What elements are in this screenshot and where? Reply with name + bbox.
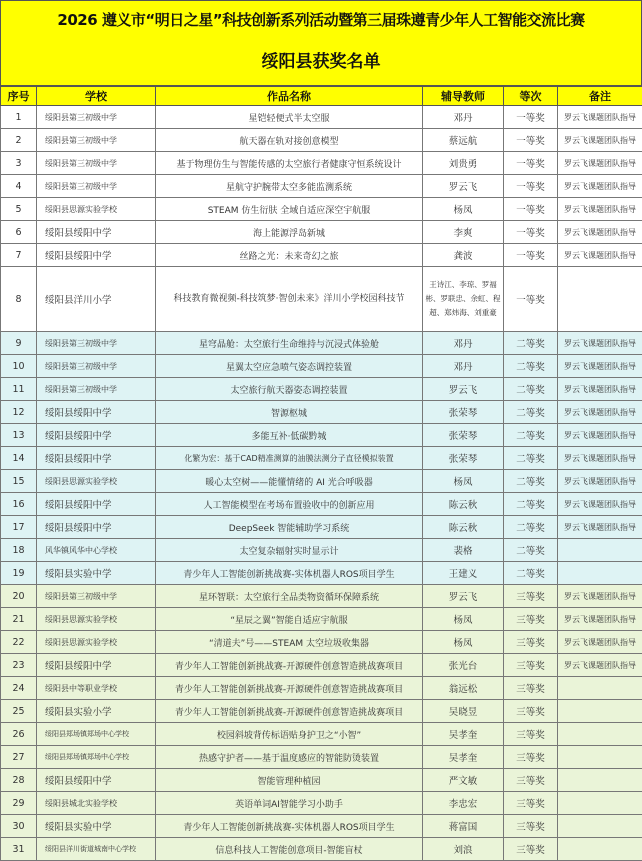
- table-row: [1, 129, 642, 152]
- rank-cell: 三等奖: [504, 631, 558, 654]
- document-header: [0, 0, 642, 86]
- document-subtitle: 绥阳县获奖名单: [1, 47, 641, 72]
- note-cell: [558, 815, 642, 838]
- school-cell: 绥阳县第三初级中学: [37, 106, 156, 129]
- teacher-cell: 刘浪: [423, 838, 504, 861]
- rank-cell: 一等奖: [504, 106, 558, 129]
- school-cell: 绥阳县绥阳中学: [37, 493, 156, 516]
- school-cell: 绥阳县郑场镇郑场中心学校: [37, 723, 156, 746]
- teacher-cell: 张荣琴: [423, 424, 504, 447]
- work-name-cell: 星翼太空应急喷气姿态调控装置: [156, 355, 423, 378]
- school-cell: 绥阳县洋川街道城南中心学校: [37, 838, 156, 861]
- work-name-cell: 青少年人工智能创新挑战赛-开源硬件创意智造挑战赛项目: [156, 677, 423, 700]
- row-number: 5: [1, 198, 37, 221]
- table-row: [1, 769, 642, 792]
- table-row: [1, 332, 642, 355]
- table-row: [1, 152, 642, 175]
- school-cell: 绥阳县第三初级中学: [37, 378, 156, 401]
- school-cell: 绥阳县第三初级中学: [37, 332, 156, 355]
- rank-cell: 二等奖: [504, 355, 558, 378]
- teacher-cell: 李爽: [423, 221, 504, 244]
- rank-cell: 三等奖: [504, 769, 558, 792]
- school-cell: 绥阳县绥阳中学: [37, 401, 156, 424]
- work-name-cell: 热感守护者——基于温度感应的智能防烫装置: [156, 746, 423, 769]
- school-cell: 绥阳县绥阳中学: [37, 516, 156, 539]
- row-number: 12: [1, 401, 37, 424]
- school-cell: 绥阳县第三初级中学: [37, 175, 156, 198]
- row-number: 21: [1, 608, 37, 631]
- rank-cell: 三等奖: [504, 838, 558, 861]
- table-row: [1, 244, 642, 267]
- rank-cell: 二等奖: [504, 470, 558, 493]
- work-name-cell: STEAM 仿生衍肤 全域自适应深空宇航服: [156, 198, 423, 221]
- row-number: 30: [1, 815, 37, 838]
- table-row: [1, 378, 642, 401]
- work-name-cell: “清道夫”号——STEAM 太空垃圾收集器: [156, 631, 423, 654]
- teacher-cell: 刘贵勇: [423, 152, 504, 175]
- note-cell: 罗云飞课题团队指导: [558, 221, 642, 244]
- table-body: [1, 106, 642, 861]
- school-cell: 绥阳县第三初级中学: [37, 585, 156, 608]
- rank-cell: 三等奖: [504, 815, 558, 838]
- rank-cell: 一等奖: [504, 244, 558, 267]
- row-number: 28: [1, 769, 37, 792]
- row-number: 31: [1, 838, 37, 861]
- school-cell: 绥阳县郑场镇郑场中心学校: [37, 746, 156, 769]
- teacher-cell: 陈云秋: [423, 493, 504, 516]
- row-number: 20: [1, 585, 37, 608]
- column-header-work: 作品名称: [156, 87, 423, 106]
- rank-cell: 二等奖: [504, 424, 558, 447]
- table-row: [1, 516, 642, 539]
- teacher-cell: 吴晓昱: [423, 700, 504, 723]
- work-name-cell: 基于物理仿生与智能传感的太空旅行者健康守恒系统设计: [156, 152, 423, 175]
- school-cell: 绥阳县思源实验学校: [37, 608, 156, 631]
- table-row: [1, 608, 642, 631]
- work-name-cell: 星铠轻便式半太空服: [156, 106, 423, 129]
- table-row: [1, 815, 642, 838]
- row-number: 26: [1, 723, 37, 746]
- school-cell: 绥阳县中等职业学校: [37, 677, 156, 700]
- row-number: 11: [1, 378, 37, 401]
- row-number: 25: [1, 700, 37, 723]
- row-number: 24: [1, 677, 37, 700]
- note-cell: [558, 562, 642, 585]
- table-row: [1, 838, 642, 861]
- note-cell: 罗云飞课题团队指导: [558, 152, 642, 175]
- table-row: [1, 198, 642, 221]
- table-row: [1, 493, 642, 516]
- note-cell: 罗云飞课题团队指导: [558, 585, 642, 608]
- teacher-cell: 张荣琴: [423, 447, 504, 470]
- note-cell: [558, 792, 642, 815]
- teacher-cell: 翁远松: [423, 677, 504, 700]
- row-number: 1: [1, 106, 37, 129]
- row-number: 23: [1, 654, 37, 677]
- school-cell: 绥阳县洋川小学: [37, 267, 156, 332]
- rank-cell: 一等奖: [504, 198, 558, 221]
- teacher-cell: 罗云飞: [423, 175, 504, 198]
- school-cell: 绥阳县绥阳中学: [37, 769, 156, 792]
- note-cell: 罗云飞课题团队指导: [558, 332, 642, 355]
- row-number: 9: [1, 332, 37, 355]
- note-cell: 罗云飞课题团队指导: [558, 424, 642, 447]
- row-number: 13: [1, 424, 37, 447]
- note-cell: [558, 838, 642, 861]
- rank-cell: 三等奖: [504, 608, 558, 631]
- work-name-cell: 航天器在轨对接创意模型: [156, 129, 423, 152]
- row-number: 3: [1, 152, 37, 175]
- table-row: [1, 106, 642, 129]
- table-row: [1, 221, 642, 244]
- rank-cell: 二等奖: [504, 539, 558, 562]
- school-cell: 绥阳县实验小学: [37, 700, 156, 723]
- row-number: 14: [1, 447, 37, 470]
- table-row: [1, 539, 642, 562]
- teacher-cell: 杨凤: [423, 198, 504, 221]
- school-cell: 绥阳县思源实验学校: [37, 631, 156, 654]
- rank-cell: 一等奖: [504, 175, 558, 198]
- note-cell: 罗云飞课题团队指导: [558, 175, 642, 198]
- teacher-cell: 邓丹: [423, 106, 504, 129]
- work-name-cell: “星辰之翼”智能自适应宇航服: [156, 608, 423, 631]
- table-row: [1, 175, 642, 198]
- teacher-cell: 李忠宏: [423, 792, 504, 815]
- row-number: 6: [1, 221, 37, 244]
- teacher-cell: 杨凤: [423, 470, 504, 493]
- note-cell: 罗云飞课题团队指导: [558, 378, 642, 401]
- teacher-cell: 王诗江、李琼、罗福彬、罗联忠、余虹、程超、郑炜海、刘重豪: [423, 267, 504, 332]
- teacher-cell: 张荣琴: [423, 401, 504, 424]
- row-number: 2: [1, 129, 37, 152]
- table-row: [1, 401, 642, 424]
- work-name-cell: 校园斜坡背传标语贴身护卫之“小智”: [156, 723, 423, 746]
- teacher-cell: 张光台: [423, 654, 504, 677]
- work-name-cell: 暖心太空树——能懂情绪的 AI 光合呼吸器: [156, 470, 423, 493]
- rank-cell: 三等奖: [504, 746, 558, 769]
- teacher-cell: 裴格: [423, 539, 504, 562]
- rank-cell: 三等奖: [504, 723, 558, 746]
- teacher-cell: 杨凤: [423, 631, 504, 654]
- note-cell: 罗云飞课题团队指导: [558, 608, 642, 631]
- rank-cell: 二等奖: [504, 516, 558, 539]
- school-cell: 绥阳县绥阳中学: [37, 447, 156, 470]
- rank-cell: 二等奖: [504, 447, 558, 470]
- rank-cell: 一等奖: [504, 152, 558, 175]
- teacher-cell: 罗云飞: [423, 378, 504, 401]
- rank-cell: 二等奖: [504, 493, 558, 516]
- award-table: [0, 86, 642, 861]
- table-row: [1, 746, 642, 769]
- school-cell: 绥阳县思源实验学校: [37, 470, 156, 493]
- work-name-cell: 英语单词AI智能学习小助手: [156, 792, 423, 815]
- row-number: 18: [1, 539, 37, 562]
- note-cell: [558, 723, 642, 746]
- note-cell: 罗云飞课题团队指导: [558, 470, 642, 493]
- note-cell: 罗云飞课题团队指导: [558, 355, 642, 378]
- row-number: 7: [1, 244, 37, 267]
- note-cell: [558, 769, 642, 792]
- table-row: [1, 355, 642, 378]
- table-row: [1, 424, 642, 447]
- table-row: [1, 677, 642, 700]
- note-cell: 罗云飞课题团队指导: [558, 654, 642, 677]
- note-cell: 罗云飞课题团队指导: [558, 106, 642, 129]
- work-name-cell: 太空复杂辐射实时显示计: [156, 539, 423, 562]
- work-name-cell: 青少年人工智能创新挑战赛-实体机器人ROS项目学生: [156, 562, 423, 585]
- work-name-cell: 海上能源浮岛新城: [156, 221, 423, 244]
- note-cell: 罗云飞课题团队指导: [558, 516, 642, 539]
- table-row: [1, 585, 642, 608]
- rank-cell: 二等奖: [504, 562, 558, 585]
- school-cell: 绥阳县第三初级中学: [37, 129, 156, 152]
- rank-cell: 一等奖: [504, 267, 558, 332]
- table-row: [1, 792, 642, 815]
- note-cell: 罗云飞课题团队指导: [558, 631, 642, 654]
- row-number: 19: [1, 562, 37, 585]
- note-cell: 罗云飞课题团队指导: [558, 198, 642, 221]
- school-cell: 绥阳县绥阳中学: [37, 654, 156, 677]
- table-row: [1, 447, 642, 470]
- rank-cell: 三等奖: [504, 792, 558, 815]
- table-row: [1, 562, 642, 585]
- rank-cell: 一等奖: [504, 129, 558, 152]
- table-row: [1, 654, 642, 677]
- note-cell: [558, 677, 642, 700]
- note-cell: 罗云飞课题团队指导: [558, 401, 642, 424]
- work-name-cell: 青少年人工智能创新挑战赛-开源硬件创意智造挑战赛项目: [156, 700, 423, 723]
- column-header-note: 备注: [558, 87, 642, 106]
- school-cell: 风华镇风华中心学校: [37, 539, 156, 562]
- work-name-cell: 星环智联：太空旅行全品类物资循环保障系统: [156, 585, 423, 608]
- teacher-cell: 陈云秋: [423, 516, 504, 539]
- teacher-cell: 蔡远航: [423, 129, 504, 152]
- note-cell: 罗云飞课题团队指导: [558, 129, 642, 152]
- column-header-teacher: 辅导教师: [423, 87, 504, 106]
- row-number: 16: [1, 493, 37, 516]
- school-cell: 绥阳县实验中学: [37, 562, 156, 585]
- table-row: [1, 723, 642, 746]
- table-row: [1, 470, 642, 493]
- note-cell: [558, 267, 642, 332]
- teacher-cell: 严文敏: [423, 769, 504, 792]
- note-cell: 罗云飞课题团队指导: [558, 493, 642, 516]
- teacher-cell: 吴孝奎: [423, 746, 504, 769]
- table-row: [1, 700, 642, 723]
- rank-cell: 一等奖: [504, 221, 558, 244]
- rank-cell: 二等奖: [504, 401, 558, 424]
- teacher-cell: 吴孝奎: [423, 723, 504, 746]
- table-row: [1, 267, 642, 332]
- work-name-cell: 太空旅行航天器姿态调控装置: [156, 378, 423, 401]
- teacher-cell: 王建义: [423, 562, 504, 585]
- work-name-cell: 多能互补·低碳黔城: [156, 424, 423, 447]
- school-cell: 绥阳县实验中学: [37, 815, 156, 838]
- rank-cell: 三等奖: [504, 585, 558, 608]
- row-number: 8: [1, 267, 37, 332]
- row-number: 15: [1, 470, 37, 493]
- rank-cell: 三等奖: [504, 654, 558, 677]
- school-cell: 绥阳县绥阳中学: [37, 424, 156, 447]
- work-name-cell: 智源枢城: [156, 401, 423, 424]
- row-number: 17: [1, 516, 37, 539]
- rank-cell: 三等奖: [504, 700, 558, 723]
- work-name-cell: DeepSeek 智能辅助学习系统: [156, 516, 423, 539]
- school-cell: 绥阳县第三初级中学: [37, 355, 156, 378]
- table-header-row: [1, 87, 642, 106]
- note-cell: [558, 700, 642, 723]
- row-number: 29: [1, 792, 37, 815]
- work-name-cell: 人工智能模型在考场布置验收中的创新应用: [156, 493, 423, 516]
- teacher-cell: 邓丹: [423, 332, 504, 355]
- school-cell: 绥阳县绥阳中学: [37, 244, 156, 267]
- school-cell: 绥阳县绥阳中学: [37, 221, 156, 244]
- table-row: [1, 631, 642, 654]
- teacher-cell: 蒋富国: [423, 815, 504, 838]
- school-cell: 绥阳县思源实验学校: [37, 198, 156, 221]
- work-name-cell: 科技教育微视频-科技筑梦·智创未来》洋川小学校园科技节: [156, 267, 423, 332]
- row-number: 10: [1, 355, 37, 378]
- work-name-cell: 青少年人工智能创新挑战赛-开源硬件创意智造挑战赛项目: [156, 654, 423, 677]
- work-name-cell: 化繁为宏：基于CAD精准测算的油膜法测分子直径模拟装置: [156, 447, 423, 470]
- work-name-cell: 青少年人工智能创新挑战赛-实体机器人ROS项目学生: [156, 815, 423, 838]
- teacher-cell: 杨凤: [423, 608, 504, 631]
- note-cell: 罗云飞课题团队指导: [558, 244, 642, 267]
- row-number: 22: [1, 631, 37, 654]
- row-number: 4: [1, 175, 37, 198]
- row-number: 27: [1, 746, 37, 769]
- column-header-no: 序号: [1, 87, 37, 106]
- work-name-cell: 智能管理种植园: [156, 769, 423, 792]
- work-name-cell: 星航守护腕带太空多能监测系统: [156, 175, 423, 198]
- school-cell: 绥阳县城北实验学校: [37, 792, 156, 815]
- note-cell: [558, 746, 642, 769]
- teacher-cell: 龚波: [423, 244, 504, 267]
- note-cell: 罗云飞课题团队指导: [558, 447, 642, 470]
- work-name-cell: 丝路之光：未来奇幻之旅: [156, 244, 423, 267]
- document-title: 2026 遵义市“明日之星”科技创新系列活动暨第三届珠遵青少年人工智能交流比赛: [1, 9, 641, 30]
- column-header-school: 学校: [37, 87, 156, 106]
- column-header-rank: 等次: [504, 87, 558, 106]
- rank-cell: 二等奖: [504, 378, 558, 401]
- teacher-cell: 邓丹: [423, 355, 504, 378]
- teacher-cell: 罗云飞: [423, 585, 504, 608]
- rank-cell: 二等奖: [504, 332, 558, 355]
- work-name-cell: 信息科技人工智能创意项目-智能盲杖: [156, 838, 423, 861]
- school-cell: 绥阳县第三初级中学: [37, 152, 156, 175]
- rank-cell: 三等奖: [504, 677, 558, 700]
- note-cell: [558, 539, 642, 562]
- work-name-cell: 星穹晶舱：太空旅行生命维持与沉浸式体验舱: [156, 332, 423, 355]
